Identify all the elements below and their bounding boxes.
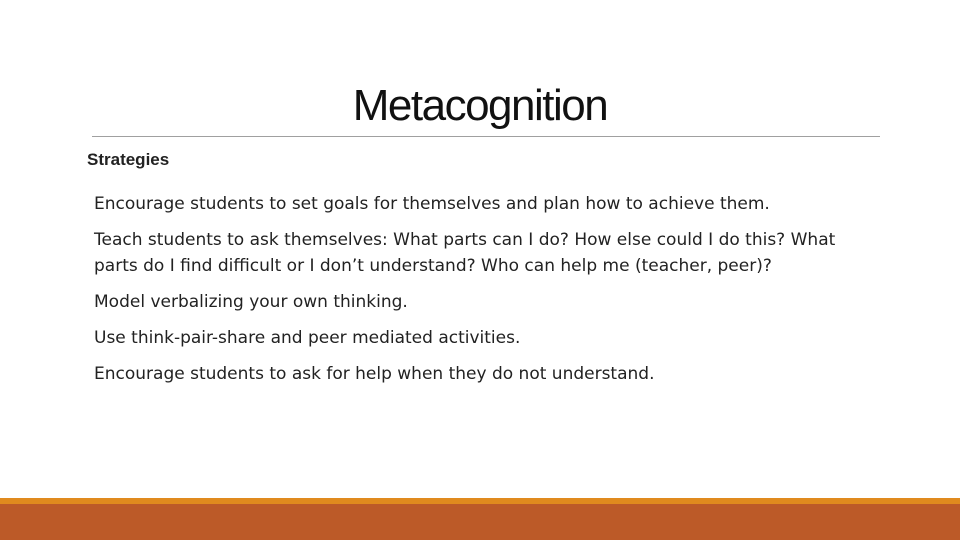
- title-divider: [92, 136, 880, 137]
- bullet-item: Teach students to ask themselves: What parts can I do? How else could I do this? What parts do I find difficult or I don’t understand? Who can help me (teacher, peer)?: [94, 230, 836, 276]
- footer-bar: [0, 504, 960, 540]
- section-heading: Strategies: [87, 150, 170, 169]
- bullet-item: Model verbalizing your own thinking.: [94, 292, 408, 312]
- bullet-item: Encourage students to ask for help when they do not understand.: [94, 364, 655, 384]
- bullet-item: Use think-pair-share and peer mediated activities.: [94, 328, 521, 348]
- slide-title: Metacognition: [352, 81, 608, 130]
- bullet-item: Encourage students to set goals for themselves and plan how to achieve them.: [94, 194, 770, 214]
- bullet-list: [94, 191, 854, 397]
